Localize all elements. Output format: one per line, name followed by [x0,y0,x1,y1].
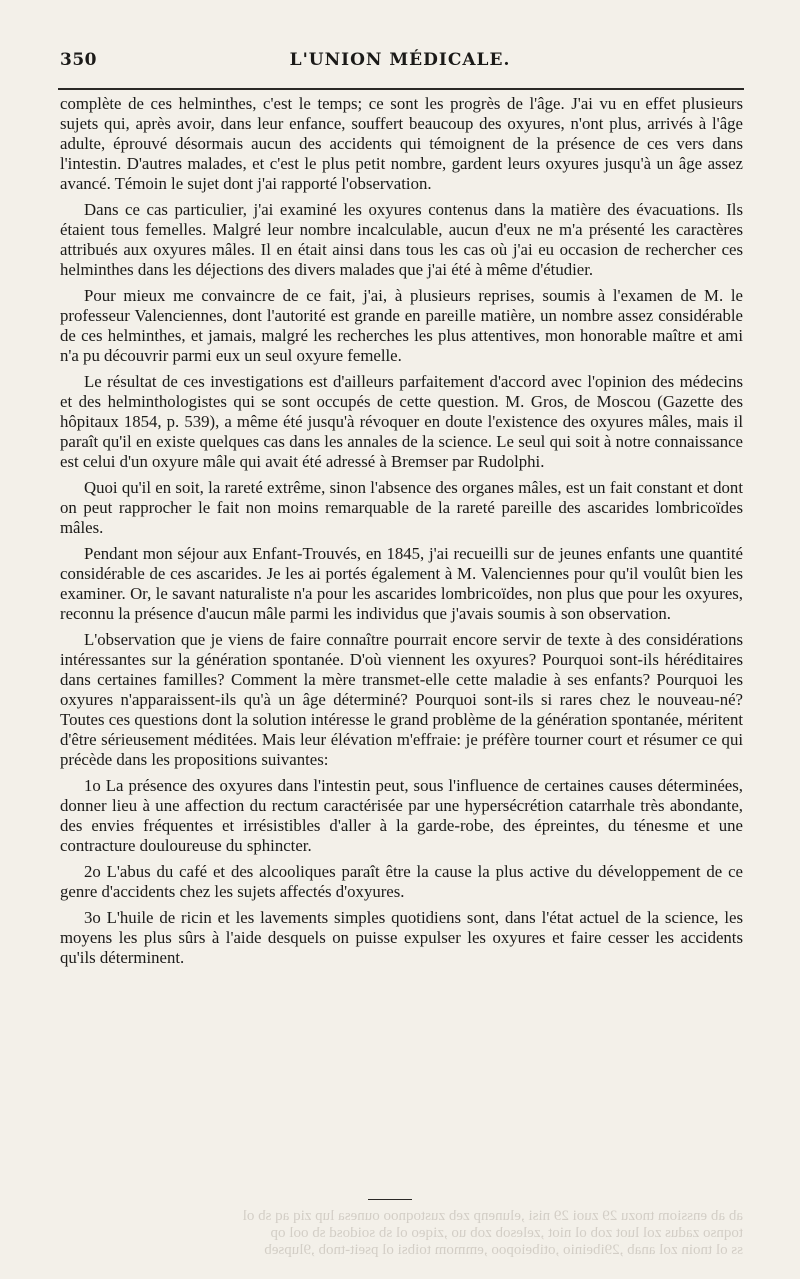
bleed-through-text [60,1208,743,1259]
paragraph: Le résultat de ces investigations est d'ailleurs parfaitement d'accord avec l'opinion des médecins et des helminthologistes qui se sont occupés de cette question. M. Gros, de Moscou (Gazette des hôpitaux 1854, p. 539), a même été jusqu'à révoquer en doute l'existence des oxyures mâles, mais il paraît qu'il en existe quelques cas dans les annales de la science. Le seul qui soit à notre connaissance est celui d'un oxyure mâle qui avait été adressé à Bremser par Rudolphi. [60,372,743,471]
bleed-through-line: toqnso zadus zol luot zob ol niot ,zelesob zob uo ,ziqeo ol sb soidosd sb ool op [270,1225,743,1241]
proposition-1: 1o La présence des oxyures dans l'intestin peut, sous l'influence de certaines causes déterminées, donner lieu à une affection du rectum caractérisée par une hypersécrétion catarrhale très abondante, des envies fréquentes et irrésistibles d'aller à la garde-robe, des épreintes, du ténesme et une contracture douloureuse du sphincter. [60,776,743,855]
paragraph: Pour mieux me convaincre de ce fait, j'ai, à plusieurs reprises, soumis à l'examen de M. le professeur Valenciennes, dont l'autorité est grande en pareille matière, un nombre assez considérable de ces helminthes, et jamais, malgré les recherches les plus attentives, mon honorable maître et ami n'a pu découvrir parmi eux un seul oxyure femelle. [60,286,743,365]
article-body [60,94,743,974]
paragraph: Pendant mon séjour aux Enfant-Trouvés, en 1845, j'ai recueilli sur de jeunes enfants une quantité considérable de ces ascarides. Je les ai portés également à M. Valenciennes pour qu'il voulût bien les examiner. Or, le savant naturaliste n'a pour les ascarides lombricoïdes, non plus que pour les oxyures, reconnu la présence d'aucun mâle parmi les individus que j'avais soumis à son observation. [60,544,743,623]
paragraph: Dans ce cas particulier, j'ai examiné les oxyures contenus dans la matière des évacuations. Ils étaient tous femelles. Malgré leur nombre incalculable, aucun d'eux ne m'a présenté les caractères attribués aux oxyures mâles. Il en était ainsi dans tous les cas où j'ai eu occasion de rechercher ces helminthes dans les déjections des divers malades que j'ai été à même d'étudier. [60,200,743,279]
journal-title: L'UNION MÉDICALE. [289,50,511,70]
page-number: 350 [60,50,97,70]
proposition-2: 2o L'abus du café et des alcooliques paraît être la cause la plus active du développement de ce genre d'accidents chez les sujets affectés d'oxyures. [60,862,743,901]
paragraph: Quoi qu'il en soit, la rareté extrême, sinon l'absence des organes mâles, est un fait constant et dont on peut rapprocher le fait non moins remarquable de la rareté pareille des ascarides lombricoïdes mâles. [60,478,743,537]
proposition-3: 3o L'huile de ricin et les lavements simples quotidiens sont, dans l'état actuel de la science, les moyens les plus sûrs à l'aide desquels on puisse expulser les oxyures et faire cesser les accidents qu'ils déterminent. [60,908,743,967]
paragraph-continuation: complète de ces helminthes, c'est le temps; ce sont les progrès de l'âge. J'ai vu en effet plusieurs sujets qui, après avoir, dans leur enfance, souffert beaucoup des oxyures, n'ont plus, arrivés à l'âge adulte, éprouvé désormais aucun des accidents qui témoignent de la présence de ces vers dans l'intestin. D'autres malades, et c'est le plus petit nombre, gardent leurs oxyures jusqu'à un âge assez avancé. Témoin le sujet dont j'ai rapporté l'observation. [60,94,743,193]
bleed-through-line: ss ol tnoin zol anab ,29ibeinio ,otibeiopoo ,emmom toibsi ol pseit-tnob ,9lupseb [264,1242,743,1258]
header-rule [58,88,744,90]
running-head [60,44,740,76]
bleed-through-line: ab ab enssiom tnozu 29 zuoi 29 nisi ,elunenp zeb zustoqnoo ounesa lup ziq aq sb ol [242,1208,743,1224]
paragraph: L'observation que je viens de faire connaître pourrait encore servir de texte à des considérations intéressantes sur la génération spontanée. D'où viennent les oxyures? Pourquoi sont-ils héréditaires dans certaines familles? Comment la mère transmet-elle cette maladie à ses enfants? Pourquoi les oxyures n'apparaissent-ils qu'à un âge déterminé? Pourquoi sont-ils si rares chez le nouveau-né? Toutes ces questions dont la solution intéresse le grand problème de la génération spontanée, méritent d'être sérieusement méditées. Mais leur élévation m'effraie: je préfère tourner court et résumer ce qui précède dans les propositions suivantes: [60,630,743,769]
section-end-rule [368,1199,412,1200]
